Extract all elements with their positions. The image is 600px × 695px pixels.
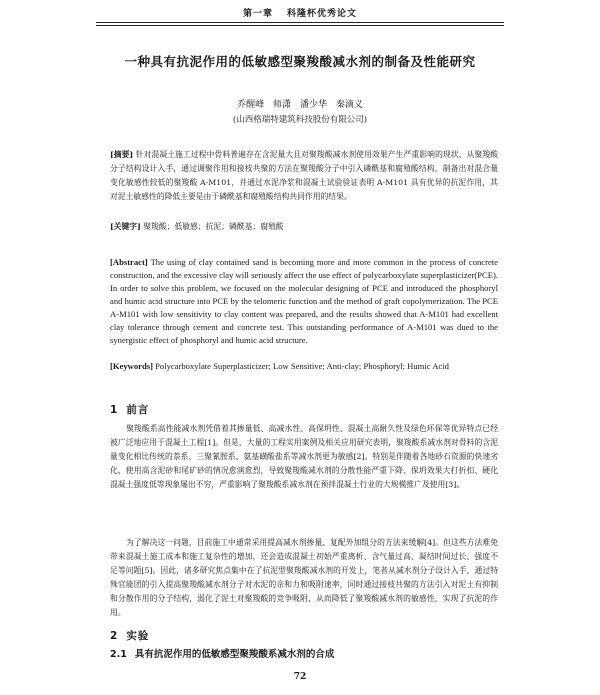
section-label: 科隆杯优秀论文 [287, 9, 358, 19]
subsection-title: 具有抗泥作用的低敏感型聚羧酸系减水剂的合成 [134, 649, 335, 660]
abstract-en [110, 256, 498, 347]
intro-paragraph-1 [110, 422, 498, 492]
section-heading-experiment [110, 628, 149, 643]
header-rule [96, 22, 504, 23]
author: 秦滴义 [335, 100, 363, 110]
header-rule-thin [96, 25, 504, 26]
intro-paragraph-1-text: 聚羧酸系高性能减水剂凭借着其掺量低、高减水性、高保坍性、混凝土高耐久性及绿色环保等优异特点已经被广泛地应用于混凝土工程[1]。但是，大量的工程实用案例及相关应用研究表明，聚羧酸系减水剂对骨料的含泥量变化相比传统的萘系、三聚氰胺系、氨基磺酸盐系等减水剂更为敏感[2]。特别是伴随着各地砂石资源的快速劣化，使用高含泥砂和尾矿砂的情况愈演愈烈，导致聚羧酸减水剂的分散性能严重下降、保坍效果大打折扣、硬化混凝土强度低等现象屡出不穷，严重影响了聚羧酸系减水剂在预拌混凝土行业的大规模推广及使用[3]。 [110, 424, 498, 489]
section-heading-intro [110, 402, 149, 417]
abstract-zh-label: [摘要] [110, 150, 134, 159]
abstract-zh [110, 148, 498, 204]
author: 师潇 [273, 100, 292, 110]
keywords-en-label: [Keywords] [110, 361, 153, 371]
affiliation: (山西格瑞特建筑科技股份有限公司) [232, 115, 368, 125]
author: 乔醒峰 [237, 100, 265, 110]
abstract-zh-text: 针对混凝土施工过程中骨料普遍存在含泥量大且对聚羧酸减水剂使用效果产生严重影响的现状，从聚羧酸分子结构设计入手，通过调聚作用和接枝共聚的方法在聚羧酸分子中引入磷酰基和腐殖酸结构，制备出对混合量变化敏感性较低的聚羧酸 A-M101，并通过水泥净浆和混凝土试验验证表明 A-M101 具有优异的抗泥作用，其对泥土敏感性的降低主要是由于磷酰基和腐殖酸结构共同作用的结果。 [110, 150, 498, 201]
intro-paragraph-2-text: 为了解决这一问题，目前施工中通常采用提高减水剂掺量、复配外加组分的方法来缓解[4]。但这些方法难免带来混凝土施工成本和施工复杂性的增加，还会造成混凝土初始严重离析、含气量过高、凝结时间过长、强度不足等问题[5]。因此，诸多研究焦点集中在了抗泥型聚羧酸减水剂的开发上，笔者从减水剂分子设计入手，通过特殊官能团的引入提高聚羧酸减水剂分子对水泥的亲和力和吸附速率，同时通过接枝共聚的方法引入对泥土有抑制和分散作用的分子结构，弱化了泥土对聚羧酸的竞争吸附，从而降低了聚羧酸减水剂的敏感性，实现了抗泥的作用。 [110, 538, 498, 617]
subsection-number: 2.1 [110, 649, 127, 660]
page-number: 72 [293, 672, 307, 682]
keywords-en-text: Polycarboxylate Superplasticizer; Low Sensitive; Anti-clay; Phosphoryl; Humic Acid [155, 361, 449, 371]
keywords-zh-label: [关键字] [110, 222, 141, 231]
abstract-en-label: [Abstract] [110, 257, 148, 267]
author: 潘少华 [299, 100, 327, 110]
section-number: 1 [110, 404, 119, 416]
abstract-en-text: The using of clay contained sand is becoming more and more common in the process of concrete construction, and the excessive clay will seriously affect the use effect of polycarboxylate superplasticizer(PCE). In order to solve this problem, we focused on the molecular designing of PCE and introduced the phosphoryl and humic acid structure into PCE by the telomeric function and the method of graft copolymerization. The PCE A-M101 with low sensitivity to clay content was prepared, and the results showed that A-M101 had excellent clay tolerance through cement and concrete test. This outstanding performance of A-M101 was dued to the synergistic effect of phosphoryl and humic acid structure. [110, 257, 498, 345]
section-title: 实验 [126, 630, 150, 642]
section-number: 2 [110, 630, 119, 642]
keywords-zh [110, 220, 498, 234]
subsection-heading [110, 646, 334, 660]
author-list [120, 97, 480, 110]
section-title: 前言 [126, 404, 150, 416]
paper-title: 一种具有抗泥作用的低敏感型聚羧酸减水剂的制备及性能研究 [124, 54, 476, 69]
keywords-en [110, 360, 498, 373]
running-header [96, 6, 504, 19]
chapter-label: 第一章 [242, 9, 273, 19]
keywords-zh-text: 聚羧酸；低敏感；抗泥；磷酰基；腐殖酸 [143, 222, 284, 231]
intro-paragraph-2 [110, 536, 498, 620]
